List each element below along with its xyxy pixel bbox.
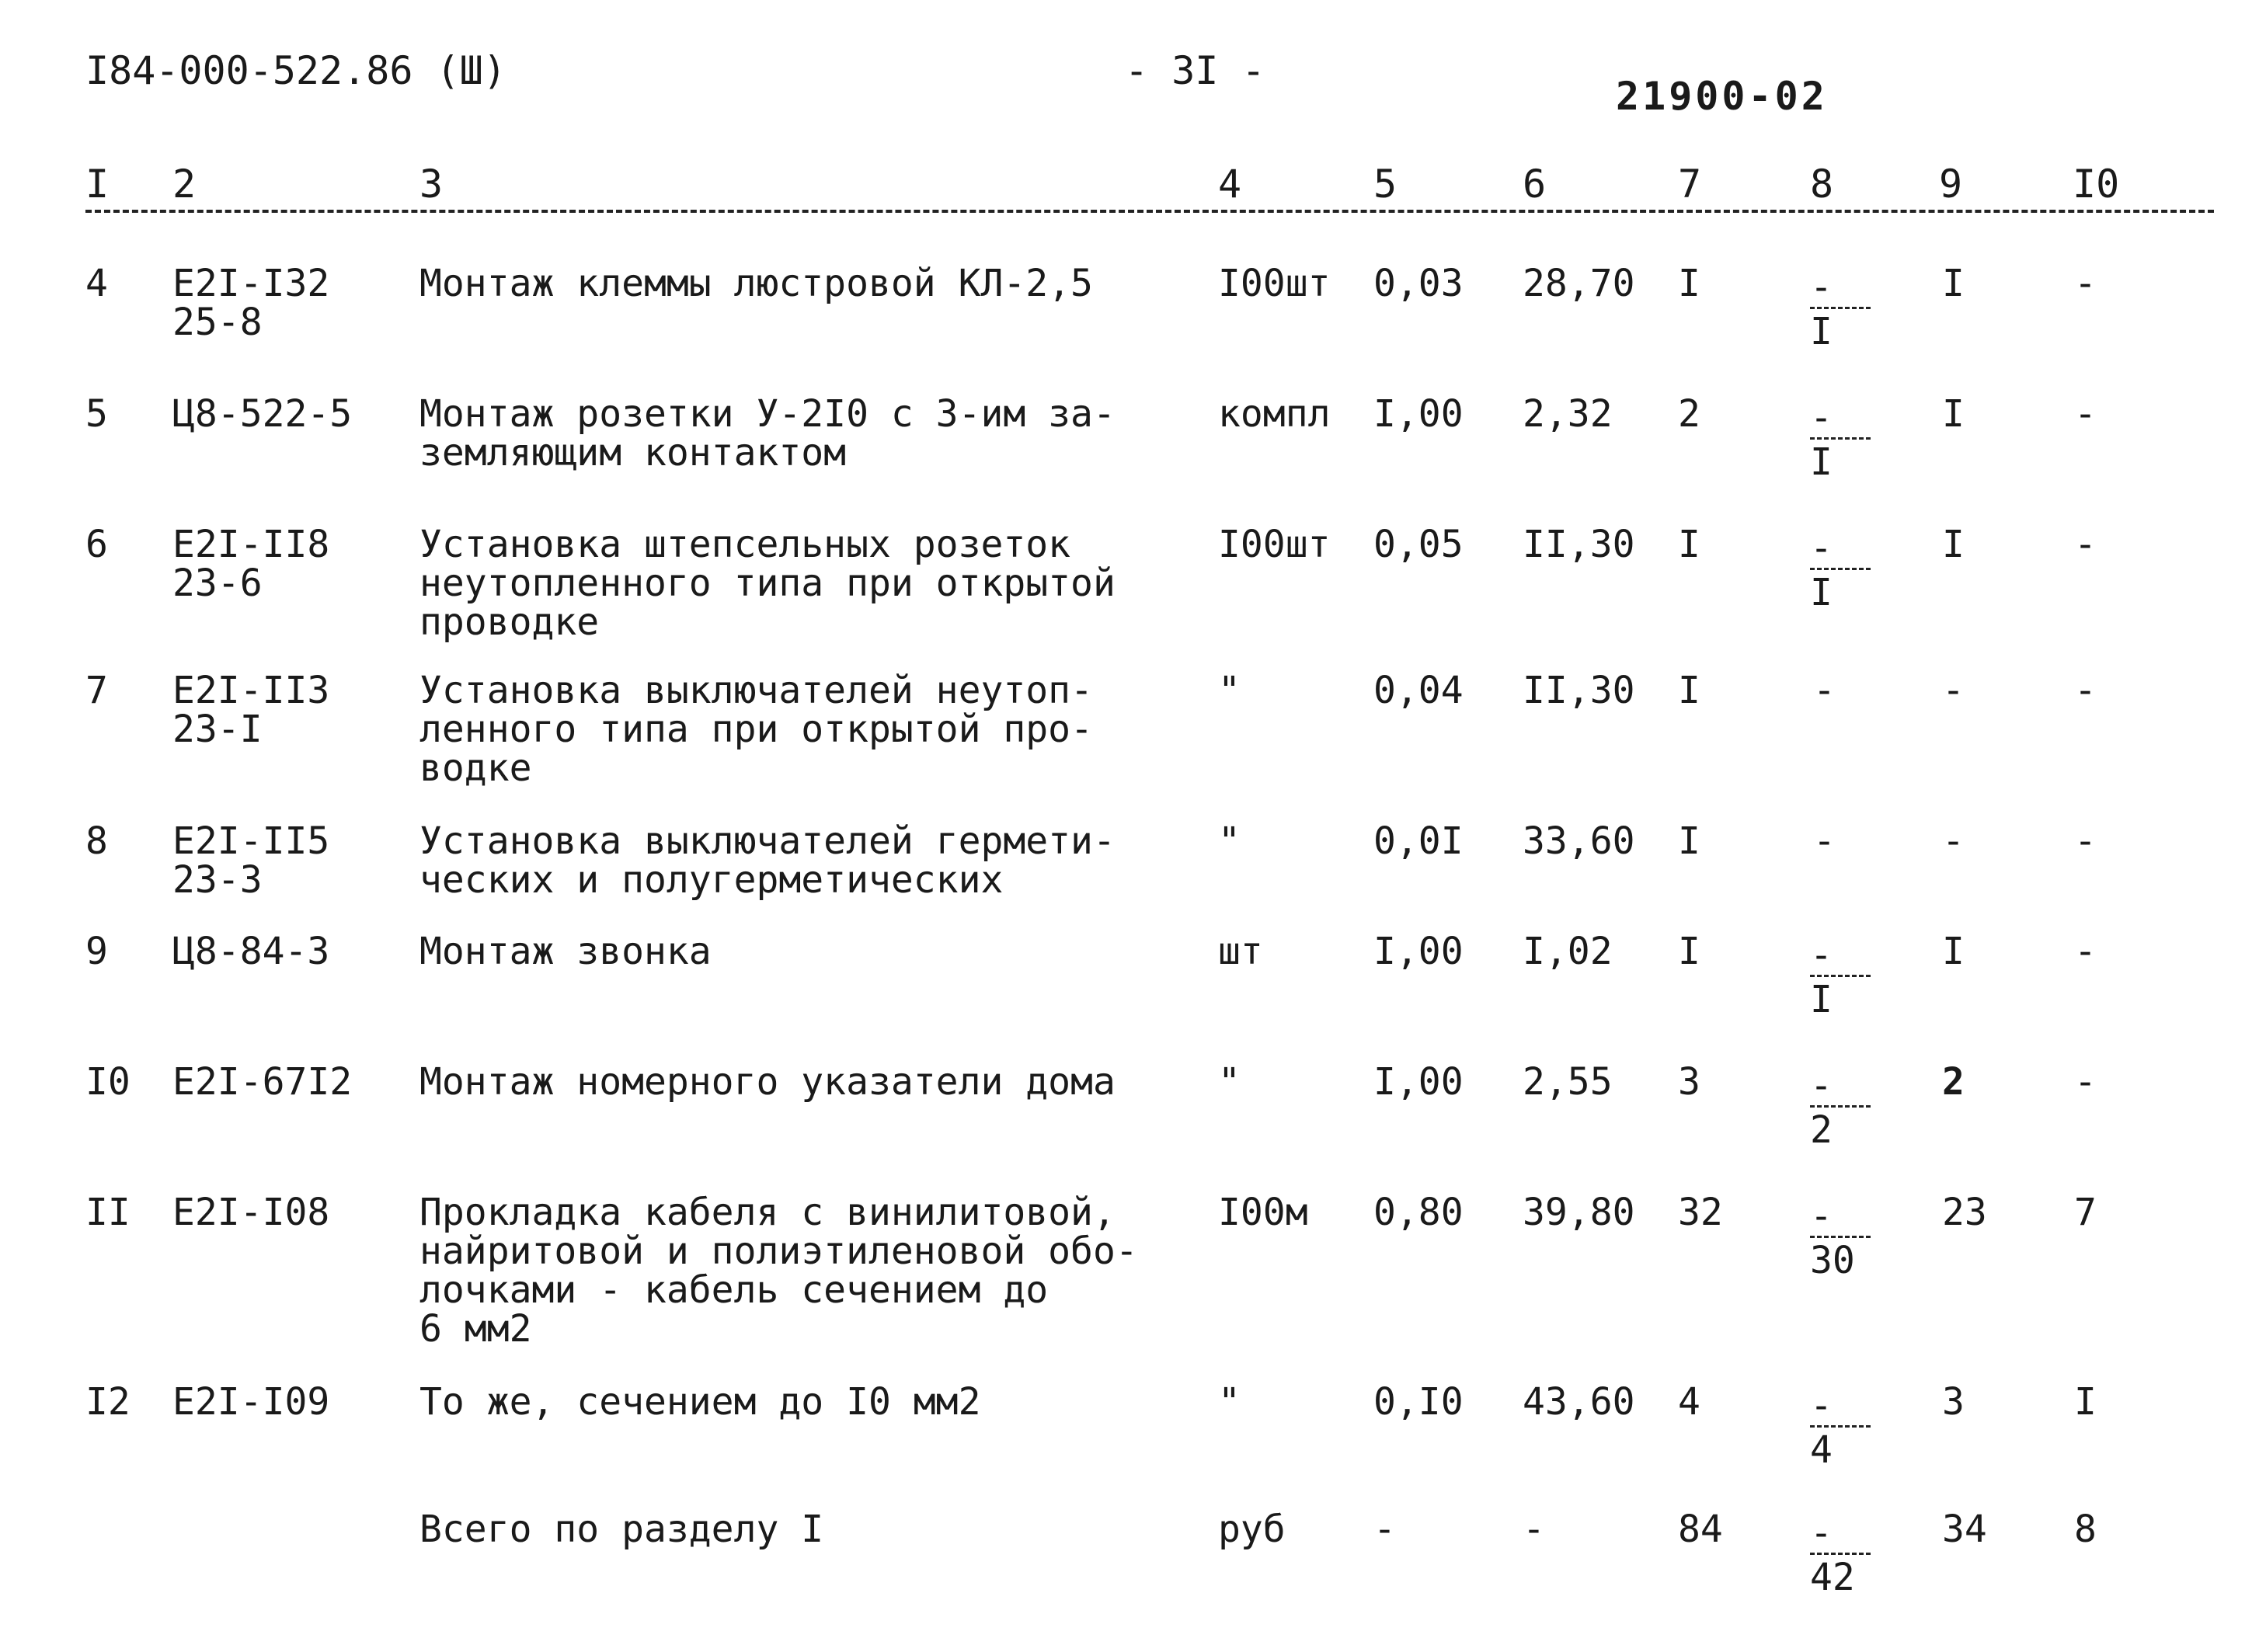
fraction-top: - [1810, 266, 1833, 309]
total: 32 [1678, 1191, 1723, 1234]
column-9-value: 2 [1942, 1060, 1965, 1104]
column-8-value: - [1813, 819, 1836, 863]
summary-column-10: 8 [2074, 1508, 2097, 1551]
work-description: Монтаж звонка [419, 930, 712, 973]
fraction-value [1810, 1384, 1872, 1472]
norm-code: E2I-I32 25-8 [172, 262, 330, 344]
norm-code: Ц8-522-5 [172, 392, 353, 436]
unit-price: II,30 [1523, 669, 1635, 712]
quantity: 0,05 [1373, 523, 1464, 566]
work-description: Установка выключателей гермети- ческих и полугерметических [419, 819, 1116, 902]
column-9-value: I [1942, 523, 1965, 566]
document-code: I84-000-522.86 (Ш) [85, 48, 506, 93]
column-9-value: 23 [1942, 1191, 1987, 1234]
column-9-value: - [1942, 669, 1965, 712]
unit: I00шт [1218, 523, 1331, 566]
unit-price: 28,70 [1523, 262, 1635, 305]
row-number: 6 [85, 523, 108, 566]
work-description: Монтаж номерного указатели дома [419, 1060, 1116, 1104]
unit-price: 39,80 [1523, 1191, 1635, 1234]
column-10-value: - [2074, 392, 2097, 436]
quantity: I,00 [1373, 1060, 1464, 1104]
fraction-bottom: I [1810, 978, 1833, 1021]
total: I [1678, 819, 1700, 863]
summary-fraction [1810, 1511, 1872, 1599]
page-number: - 3I - [1125, 48, 1265, 93]
unit: " [1218, 669, 1241, 712]
summary-unit: руб [1218, 1508, 1286, 1551]
fraction-value [1810, 396, 1872, 484]
column-header: 6 [1523, 162, 1547, 207]
norm-code: E2I-II8 23-6 [172, 523, 330, 605]
column-header: 5 [1373, 162, 1398, 207]
unit-price: 43,60 [1523, 1380, 1635, 1424]
fraction-top: - [1810, 396, 1833, 440]
fraction-bottom: 42 [1810, 1556, 1855, 1599]
summary-label: Всего по разделу I [419, 1508, 824, 1551]
row-number: 4 [85, 262, 108, 305]
fraction-value [1810, 1064, 1872, 1152]
fraction-bottom: I [1810, 440, 1833, 484]
column-8-value: - [1813, 669, 1836, 712]
quantity: 0,04 [1373, 669, 1464, 712]
fraction-bottom: I [1810, 310, 1833, 353]
column-10-value: - [2074, 930, 2097, 973]
column-9-value: 3 [1942, 1380, 1965, 1424]
column-10-value: - [2074, 262, 2097, 305]
row-number: 5 [85, 392, 108, 436]
work-description: То же, сечением до I0 мм2 [419, 1380, 981, 1424]
column-9-value: - [1942, 819, 1965, 863]
column-header: 7 [1678, 162, 1702, 207]
unit-price: 2,32 [1523, 392, 1613, 436]
norm-code: E2I-II3 23-I [172, 669, 330, 751]
summary-price: - [1523, 1508, 1545, 1551]
total: I [1678, 262, 1700, 305]
unit-price: 33,60 [1523, 819, 1635, 863]
quantity: I,00 [1373, 392, 1464, 436]
unit: " [1218, 1060, 1241, 1104]
unit: I00шт [1218, 262, 1331, 305]
quantity: 0,0I [1373, 819, 1464, 863]
unit-price: 2,55 [1523, 1060, 1613, 1104]
column-9-value: I [1942, 262, 1965, 305]
total: 2 [1678, 392, 1700, 436]
quantity: 0,I0 [1373, 1380, 1464, 1424]
column-header: 3 [419, 162, 444, 207]
norm-code: E2I-I09 [172, 1380, 330, 1424]
unit: компл [1218, 392, 1331, 436]
row-number: 9 [85, 930, 108, 973]
stamp-code: 21900-02 [1616, 74, 1828, 119]
column-10-value: - [2074, 1060, 2097, 1104]
norm-code: E2I-I08 [172, 1191, 330, 1234]
work-description: Монтаж розетки У-2I0 с 3-им за- земляющим контактом [419, 392, 1116, 475]
work-description: Прокладка кабеля с винилитовой, найритовой и полиэтиленовой обо- лочками - кабель сечением до 6 мм2 [419, 1191, 1138, 1351]
column-10-value: - [2074, 819, 2097, 863]
header-divider [85, 210, 2214, 213]
fraction-top: - [1810, 934, 1833, 977]
summary-total: 84 [1678, 1508, 1723, 1551]
column-header: 8 [1810, 162, 1834, 207]
work-description: Установка штепсельных розеток неутопленного типа при открытой проводке [419, 523, 1116, 644]
row-number: 8 [85, 819, 108, 863]
fraction-top: - [1810, 1064, 1833, 1108]
unit-price: II,30 [1523, 523, 1635, 566]
total: I [1678, 930, 1700, 973]
column-header: 2 [172, 162, 197, 207]
fraction-top: - [1810, 1195, 1833, 1238]
fraction-value [1810, 1195, 1872, 1282]
row-number: I2 [85, 1380, 131, 1424]
column-header: 4 [1218, 162, 1242, 207]
row-number: II [85, 1191, 131, 1234]
fraction-top: - [1810, 527, 1833, 570]
unit-price: I,02 [1523, 930, 1613, 973]
unit: I00м [1218, 1191, 1308, 1234]
row-number: 7 [85, 669, 108, 712]
unit: " [1218, 819, 1241, 863]
column-header: I0 [2073, 162, 2120, 207]
quantity: 0,80 [1373, 1191, 1464, 1234]
fraction-bottom: 30 [1810, 1239, 1855, 1282]
fraction-value [1810, 527, 1872, 614]
quantity: I,00 [1373, 930, 1464, 973]
column-9-value: I [1942, 930, 1965, 973]
total: 3 [1678, 1060, 1700, 1104]
fraction-top: - [1810, 1511, 1833, 1555]
work-description: Установка выключателей неутоп- ленного типа при открытой про- водке [419, 669, 1093, 790]
fraction-bottom: I [1810, 571, 1833, 614]
fraction-bottom: 4 [1810, 1428, 1833, 1472]
unit: шт [1218, 930, 1263, 973]
column-header: 9 [1939, 162, 1963, 207]
norm-code: E2I-67I2 [172, 1060, 353, 1104]
column-10-value: - [2074, 523, 2097, 566]
fraction-value [1810, 266, 1872, 353]
row-number: I0 [85, 1060, 131, 1104]
work-description: Монтаж клеммы люстровой КЛ-2,5 [419, 262, 1093, 305]
norm-code: Ц8-84-3 [172, 930, 330, 973]
column-10-value: 7 [2074, 1191, 2097, 1234]
total: I [1678, 523, 1700, 566]
fraction-bottom: 2 [1810, 1108, 1833, 1152]
total: I [1678, 669, 1700, 712]
fraction-top: - [1810, 1384, 1833, 1428]
fraction-value [1810, 934, 1872, 1021]
summary-column-9: 34 [1942, 1508, 1987, 1551]
norm-code: E2I-II5 23-3 [172, 819, 330, 902]
column-10-value: I [2074, 1380, 2097, 1424]
total: 4 [1678, 1380, 1700, 1424]
unit: " [1218, 1380, 1241, 1424]
column-9-value: I [1942, 392, 1965, 436]
column-header: I [85, 162, 110, 207]
column-10-value: - [2074, 669, 2097, 712]
summary-quantity: - [1373, 1508, 1396, 1551]
quantity: 0,03 [1373, 262, 1464, 305]
